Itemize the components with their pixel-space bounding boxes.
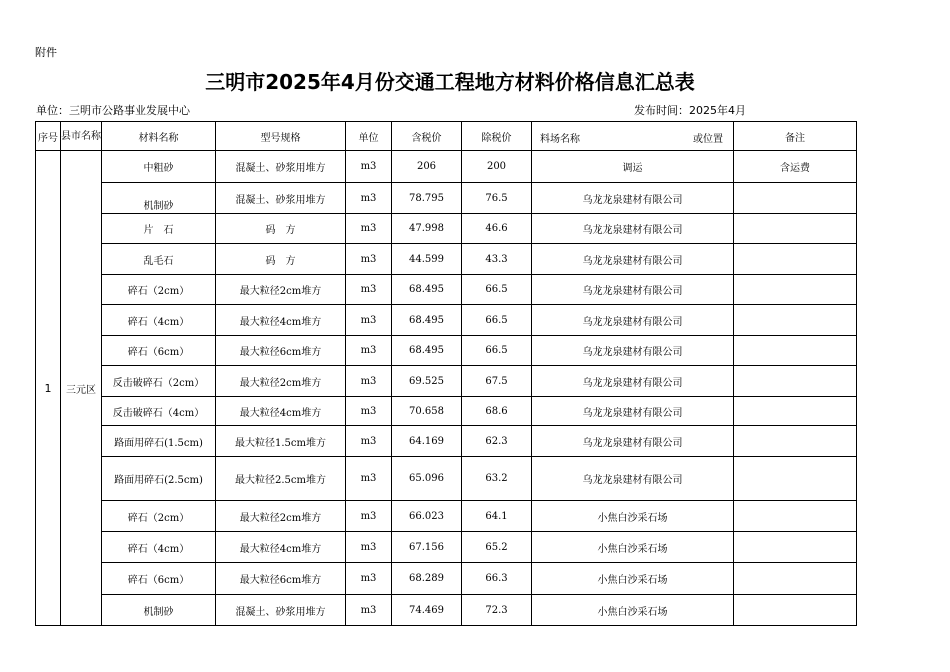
cell-material: 碎石（4cm）	[102, 532, 216, 563]
cell-site: 乌龙龙泉建材有限公司	[532, 426, 734, 457]
cell-material: 碎石（4cm）	[102, 305, 216, 336]
cell-spec: 最大粒径2cm堆方	[216, 501, 346, 532]
cell-material	[102, 183, 216, 214]
cell-price-with-tax: 68.495	[392, 336, 462, 366]
table-header-row	[36, 122, 857, 151]
cell-price-with-tax: 66.023	[392, 501, 462, 532]
cell-spec: 混凝土、砂浆用堆方	[216, 151, 346, 183]
cell-remark	[734, 244, 857, 275]
cell-site: 小焦白沙采石场	[532, 501, 734, 532]
cell-spec: 最大粒径4cm堆方	[216, 397, 346, 426]
cell-material: 乱毛石	[102, 244, 216, 275]
publish-time: 发布时间：2025年4月	[634, 104, 746, 117]
table-row	[36, 397, 857, 426]
cell-price-with-tax: 78.795	[392, 183, 462, 214]
cell-spec: 码 方	[216, 244, 346, 275]
cell-spec: 混凝土、砂浆用堆方	[216, 595, 346, 626]
attachment-label: 附件	[35, 46, 57, 59]
unit-label: 单位：三明市公路事业发展中心	[36, 104, 190, 117]
cell-unit: m3	[346, 214, 392, 244]
cell-unit: m3	[346, 532, 392, 563]
cell-price-with-tax: 68.289	[392, 563, 462, 595]
cell-material: 路面用碎石(1.5cm)	[102, 426, 216, 457]
cell-remark	[734, 336, 857, 366]
cell-unit: m3	[346, 183, 392, 214]
table-row	[36, 595, 857, 626]
cell-price-without-tax: 66.5	[462, 275, 532, 305]
price-table	[35, 121, 857, 626]
cell-unit: m3	[346, 457, 392, 501]
cell-spec: 最大粒径6cm堆方	[216, 563, 346, 595]
cell-unit: m3	[346, 501, 392, 532]
cell-site: 乌龙龙泉建材有限公司	[532, 214, 734, 244]
page-title: 三明市2025年4月份交通工程地方材料价格信息汇总表	[205, 70, 695, 94]
col-header-unit: 单位	[346, 122, 392, 151]
cell-unit: m3	[346, 397, 392, 426]
cell-site: 乌龙龙泉建材有限公司	[532, 183, 734, 214]
cell-remark	[734, 183, 857, 214]
cell-price-with-tax: 70.658	[392, 397, 462, 426]
cell-material: 机制砂	[102, 595, 216, 626]
cell-unit: m3	[346, 366, 392, 397]
table-row	[36, 183, 857, 214]
cell-price-without-tax: 66.5	[462, 305, 532, 336]
col-header-material: 材料名称	[102, 122, 216, 151]
cell-material: 碎石（2cm）	[102, 501, 216, 532]
cell-price-without-tax: 72.3	[462, 595, 532, 626]
cell-unit: m3	[346, 305, 392, 336]
table-row	[36, 214, 857, 244]
group-seq: 1	[36, 151, 61, 626]
cell-price-without-tax: 200	[462, 151, 532, 183]
cell-site: 调运	[532, 151, 734, 183]
cell-unit: m3	[346, 595, 392, 626]
cell-unit: m3	[346, 426, 392, 457]
cell-price-with-tax: 74.469	[392, 595, 462, 626]
table-row	[36, 501, 857, 532]
col-header-site-name: 料场名称	[540, 134, 580, 145]
cell-price-with-tax: 67.156	[392, 532, 462, 563]
cell-unit: m3	[346, 151, 392, 183]
cell-site: 乌龙龙泉建材有限公司	[532, 244, 734, 275]
cell-remark	[734, 214, 857, 244]
cell-unit: m3	[346, 563, 392, 595]
cell-site: 小焦白沙采石场	[532, 563, 734, 595]
cell-price-with-tax: 64.169	[392, 426, 462, 457]
col-header-spec: 型号规格	[216, 122, 346, 151]
cell-site: 小焦白沙采石场	[532, 532, 734, 563]
cell-spec: 最大粒径2.5cm堆方	[216, 457, 346, 501]
cell-price-with-tax: 68.495	[392, 275, 462, 305]
cell-price-without-tax: 68.6	[462, 397, 532, 426]
cell-remark	[734, 426, 857, 457]
cell-material: 路面用碎石(2.5cm)	[102, 457, 216, 501]
cell-remark	[734, 595, 857, 626]
cell-spec: 最大粒径2cm堆方	[216, 366, 346, 397]
table-row	[36, 305, 857, 336]
table-row	[36, 563, 857, 595]
cell-remark	[734, 457, 857, 501]
cell-material: 碎石（6cm）	[102, 336, 216, 366]
cell-site: 乌龙龙泉建材有限公司	[532, 336, 734, 366]
cell-unit: m3	[346, 275, 392, 305]
cell-material: 反击破碎石（4cm）	[102, 397, 216, 426]
cell-price-with-tax: 69.525	[392, 366, 462, 397]
col-header-site-location: 或位置	[693, 134, 723, 145]
cell-material: 反击破碎石（2cm）	[102, 366, 216, 397]
cell-remark	[734, 532, 857, 563]
table-row	[36, 151, 857, 183]
cell-spec: 最大粒径4cm堆方	[216, 532, 346, 563]
cell-spec: 混凝土、砂浆用堆方	[216, 183, 346, 214]
cell-spec: 最大粒径6cm堆方	[216, 336, 346, 366]
table-row	[36, 244, 857, 275]
cell-price-without-tax: 64.1	[462, 501, 532, 532]
cell-site: 乌龙龙泉建材有限公司	[532, 457, 734, 501]
cell-price-with-tax: 47.998	[392, 214, 462, 244]
cell-price-with-tax: 65.096	[392, 457, 462, 501]
cell-price-without-tax: 62.3	[462, 426, 532, 457]
cell-remark	[734, 563, 857, 595]
cell-price-without-tax: 43.3	[462, 244, 532, 275]
cell-spec: 码 方	[216, 214, 346, 244]
group-county: 三元区	[61, 151, 102, 626]
cell-unit: m3	[346, 336, 392, 366]
cell-site: 乌龙龙泉建材有限公司	[532, 275, 734, 305]
cell-price-without-tax: 66.3	[462, 563, 532, 595]
col-header-price-without-tax: 除税价	[462, 122, 532, 151]
cell-price-without-tax: 66.5	[462, 336, 532, 366]
cell-remark	[734, 366, 857, 397]
cell-price-with-tax: 68.495	[392, 305, 462, 336]
cell-remark	[734, 397, 857, 426]
cell-unit: m3	[346, 244, 392, 275]
table-row	[36, 366, 857, 397]
col-header-site	[532, 122, 734, 151]
cell-remark: 含运费	[734, 151, 857, 183]
cell-price-without-tax: 63.2	[462, 457, 532, 501]
cell-spec: 最大粒径1.5cm堆方	[216, 426, 346, 457]
table-row	[36, 457, 857, 501]
cell-remark	[734, 305, 857, 336]
cell-price-without-tax: 67.5	[462, 366, 532, 397]
cell-material: 片 石	[102, 214, 216, 244]
cell-material: 碎石（6cm）	[102, 563, 216, 595]
table-row	[36, 426, 857, 457]
cell-site: 乌龙龙泉建材有限公司	[532, 366, 734, 397]
cell-spec: 最大粒径2cm堆方	[216, 275, 346, 305]
col-header-seq: 序号	[36, 122, 61, 151]
cell-site: 乌龙龙泉建材有限公司	[532, 305, 734, 336]
table-row	[36, 336, 857, 366]
col-header-remark: 备注	[734, 122, 857, 151]
cell-remark	[734, 275, 857, 305]
table-row	[36, 532, 857, 563]
col-header-price-with-tax: 含税价	[392, 122, 462, 151]
cell-price-with-tax: 44.599	[392, 244, 462, 275]
cell-price-without-tax: 46.6	[462, 214, 532, 244]
cell-price-without-tax: 65.2	[462, 532, 532, 563]
cell-site: 小焦白沙采石场	[532, 595, 734, 626]
table-row	[36, 275, 857, 305]
cell-price-with-tax: 206	[392, 151, 462, 183]
cell-material: 碎石（2cm）	[102, 275, 216, 305]
cell-price-without-tax: 76.5	[462, 183, 532, 214]
col-header-county: 县市名称	[61, 122, 102, 151]
cell-material-text: 机制砂	[143, 200, 174, 212]
cell-site: 乌龙龙泉建材有限公司	[532, 397, 734, 426]
cell-material: 中粗砂	[102, 151, 216, 183]
cell-remark	[734, 501, 857, 532]
cell-spec: 最大粒径4cm堆方	[216, 305, 346, 336]
